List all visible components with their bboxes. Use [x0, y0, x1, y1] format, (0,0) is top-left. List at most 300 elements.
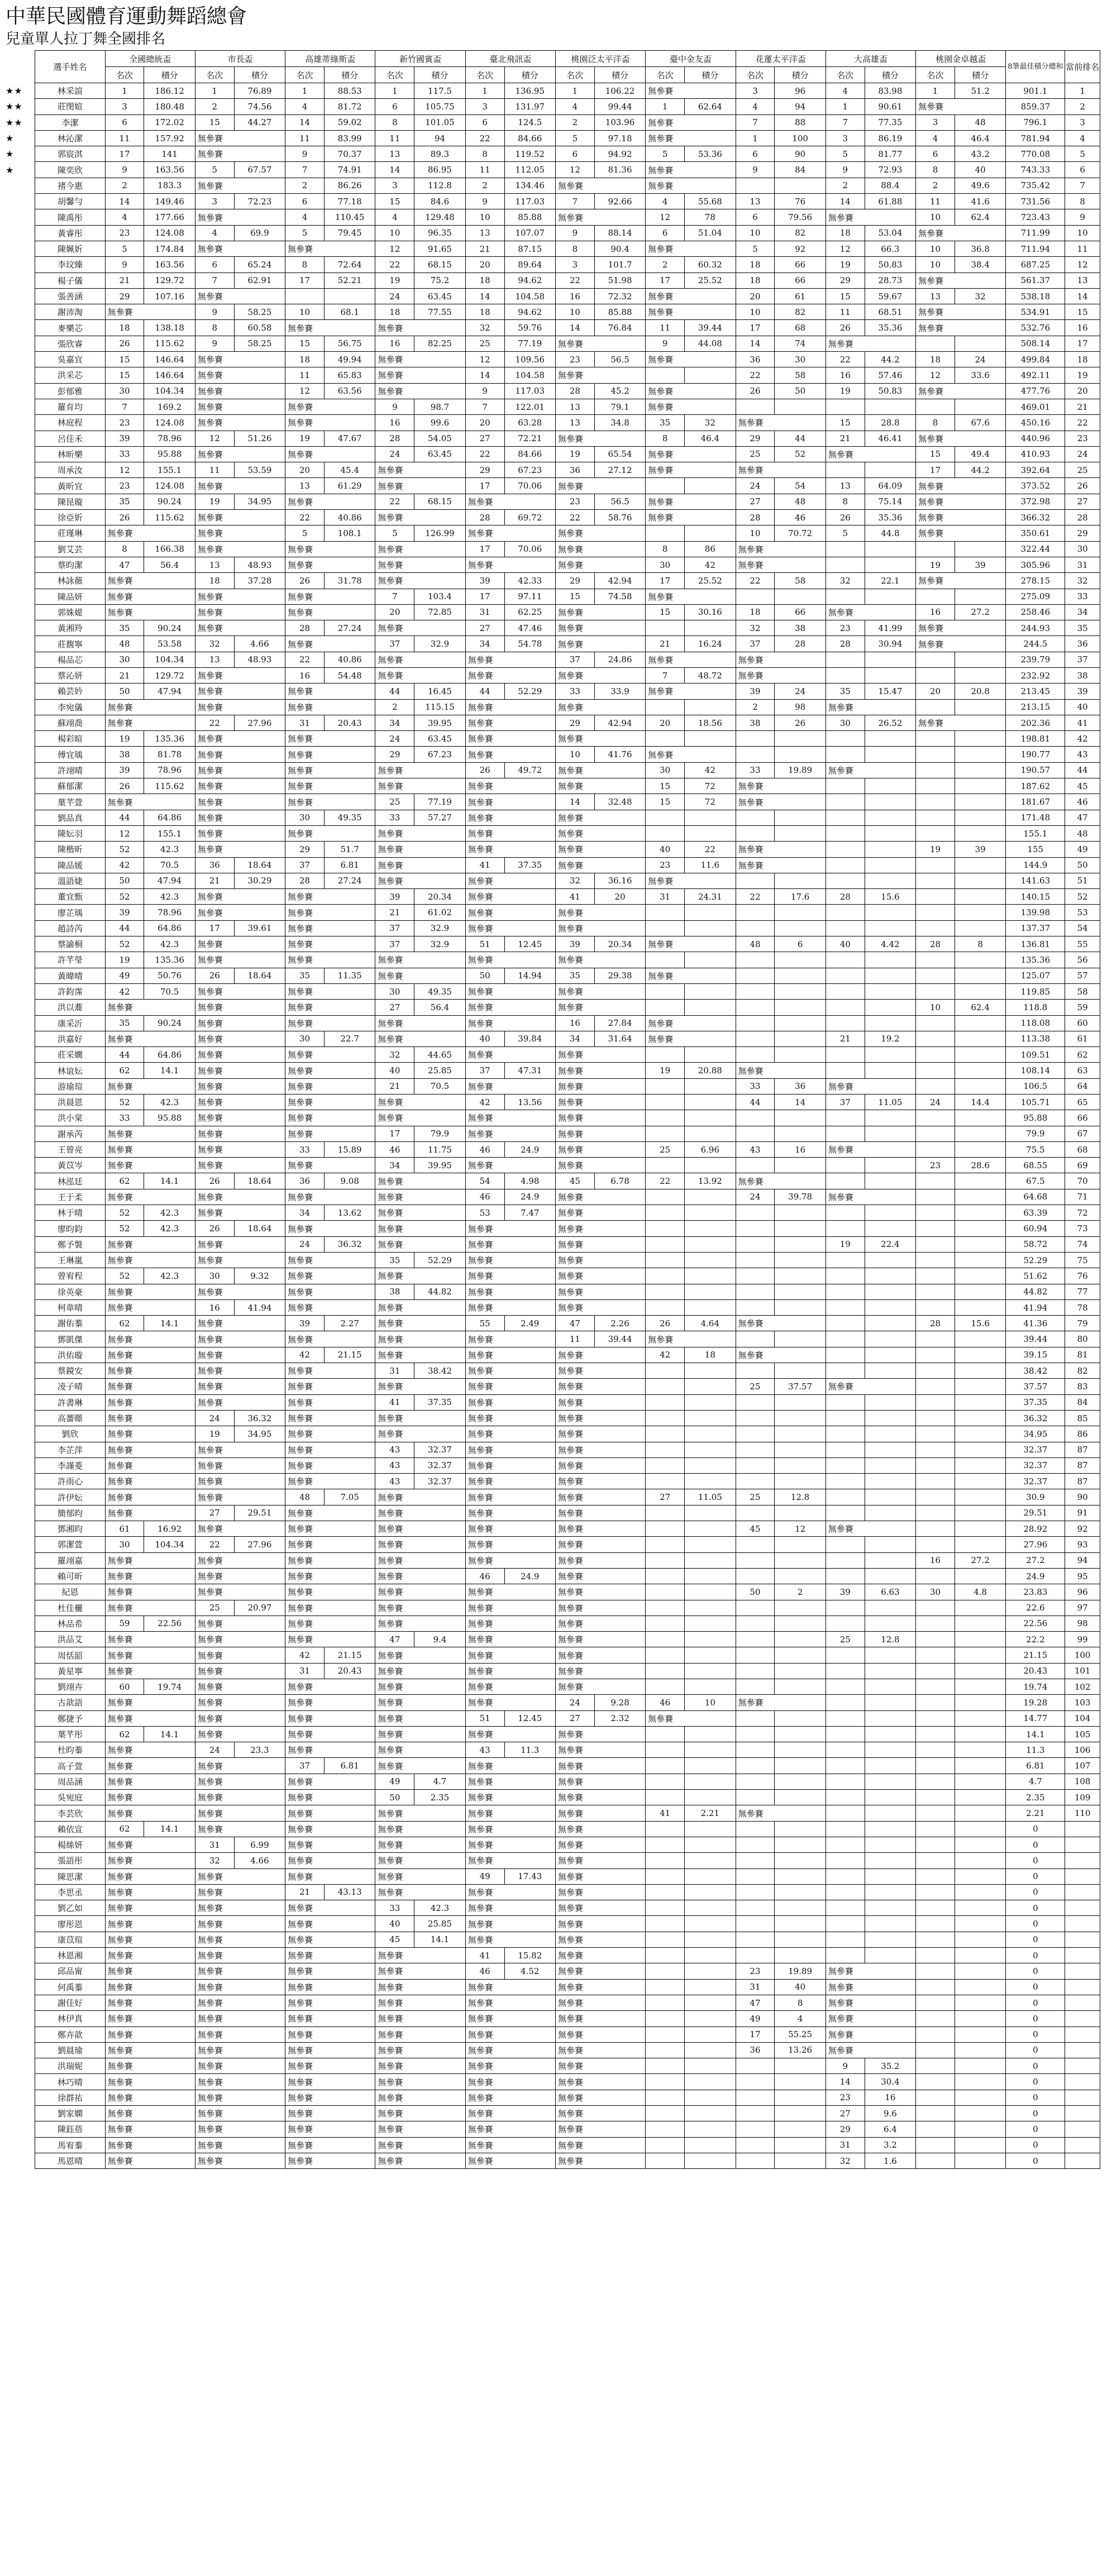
- score-cell: 56.75: [324, 336, 375, 351]
- no-entry-cell: 無參賽: [465, 1932, 555, 1947]
- no-entry-cell: 無參賽: [285, 936, 375, 952]
- score-cell: 68.15: [414, 257, 465, 273]
- rank-cell: 23: [556, 352, 595, 367]
- table-row: [6, 1695, 1100, 1710]
- rank-cell: 44: [105, 810, 144, 825]
- total-score-cell: 38.42: [1006, 1363, 1065, 1379]
- player-name: 莊瑾琳: [35, 525, 105, 541]
- rank-cell: 29: [465, 462, 504, 478]
- score-cell: 163.56: [144, 257, 195, 273]
- rank-cell: [736, 873, 775, 888]
- rank-cell: [736, 1568, 775, 1584]
- rank-cell: 12: [195, 431, 234, 446]
- current-rank-cell: 76: [1065, 1268, 1100, 1284]
- no-entry-cell: 無參賽: [556, 1268, 646, 1284]
- score-cell: [685, 1078, 736, 1094]
- no-entry-cell: 無參賽: [285, 1837, 375, 1852]
- rank-cell: [736, 1537, 775, 1552]
- total-score-cell: 63.39: [1006, 1205, 1065, 1221]
- star-marker: [6, 1948, 35, 1963]
- rank-cell: [736, 1758, 775, 1774]
- current-rank-cell: 99: [1065, 1632, 1100, 1647]
- rank-cell: [916, 1995, 955, 2010]
- score-cell: 95.88: [144, 1110, 195, 1126]
- score-cell: 72.64: [324, 257, 375, 273]
- score-cell: [775, 1363, 826, 1379]
- rank-cell: [826, 1000, 865, 1015]
- no-entry-cell: 無參賽: [285, 1726, 375, 1742]
- rank-cell: [916, 778, 955, 794]
- rank-cell: 42: [105, 983, 144, 999]
- score-cell: 77.35: [865, 114, 915, 130]
- score-cell: 44: [775, 431, 826, 446]
- table-row: [6, 1347, 1100, 1363]
- star-marker: [6, 1647, 35, 1663]
- no-entry-cell: 無參賽: [556, 1379, 646, 1394]
- rank-cell: 8: [285, 257, 325, 273]
- score-cell: 24.86: [594, 652, 645, 667]
- no-entry-cell: 無參賽: [375, 952, 465, 968]
- score-cell: [775, 1853, 826, 1868]
- score-cell: 42.94: [594, 573, 645, 589]
- rank-cell: [826, 905, 865, 920]
- rank-cell: [736, 1821, 775, 1837]
- rank-cell: 9: [195, 336, 234, 351]
- rank-cell: [916, 399, 955, 414]
- header-competition: 桃園金卓越盃: [916, 51, 1006, 67]
- score-cell: 49.4: [955, 446, 1005, 462]
- current-rank-cell: 18: [1065, 352, 1100, 367]
- no-entry-cell: 無參賽: [285, 2011, 375, 2027]
- rank-cell: 18: [736, 273, 775, 288]
- star-marker: [6, 1584, 35, 1600]
- current-rank-cell: 107: [1065, 1758, 1100, 1774]
- rank-cell: 24: [285, 1236, 325, 1252]
- no-entry-cell: 無參賽: [465, 1900, 555, 1916]
- rank-cell: [916, 2042, 955, 2058]
- total-score-cell: 0: [1006, 1900, 1065, 1916]
- score-cell: 48.93: [234, 557, 285, 572]
- total-score-cell: 118.08: [1006, 1015, 1065, 1031]
- table-row: [6, 1853, 1100, 1868]
- score-cell: 24.9: [504, 1568, 555, 1584]
- score-cell: 56.5: [594, 494, 645, 509]
- rank-cell: [736, 1742, 775, 1758]
- rank-cell: 13: [736, 194, 775, 209]
- rank-cell: 7: [105, 399, 144, 414]
- score-cell: 115.15: [414, 699, 465, 715]
- score-cell: [685, 1457, 736, 1473]
- rank-cell: 32: [375, 1047, 414, 1063]
- score-cell: [955, 968, 1005, 983]
- rank-cell: 24: [375, 288, 414, 304]
- total-score-cell: 19.74: [1006, 1679, 1065, 1694]
- score-cell: 134.46: [504, 178, 555, 193]
- rank-cell: [826, 667, 865, 683]
- score-cell: [955, 1632, 1005, 1647]
- score-cell: 169.2: [144, 399, 195, 414]
- no-entry-cell: 無參賽: [105, 1995, 195, 2010]
- star-marker: [6, 1047, 35, 1063]
- player-name: 謝沛淘: [35, 304, 105, 320]
- no-entry-cell: 無參賽: [465, 842, 555, 857]
- no-entry-cell: 無參賽: [465, 2106, 555, 2121]
- no-entry-cell: 無參賽: [556, 1521, 646, 1537]
- no-entry-cell: 無參賽: [195, 1663, 285, 1679]
- rank-cell: [916, 1805, 955, 1821]
- score-cell: 68.1: [324, 304, 375, 320]
- score-cell: [955, 1537, 1005, 1552]
- score-cell: 70.72: [775, 525, 826, 541]
- rank-cell: [736, 1442, 775, 1457]
- player-name: 許伊妘: [35, 1489, 105, 1505]
- rank-cell: [646, 2074, 685, 2090]
- score-cell: 13.56: [504, 1095, 555, 1110]
- player-name: 蔡昀潔: [35, 557, 105, 572]
- rank-cell: 11: [556, 1331, 595, 1347]
- rank-cell: 15: [375, 194, 414, 209]
- table-row: [6, 1505, 1100, 1521]
- rank-cell: [736, 1426, 775, 1442]
- no-entry-cell: 無參賽: [375, 557, 465, 572]
- rank-cell: 7: [826, 114, 865, 130]
- rank-cell: 51: [465, 1710, 504, 1726]
- score-cell: [865, 1394, 915, 1410]
- star-marker: [6, 1379, 35, 1394]
- table-row: [6, 1726, 1100, 1742]
- score-cell: 66: [775, 273, 826, 288]
- score-cell: 42.3: [144, 1221, 195, 1236]
- no-entry-cell: 無參賽: [375, 320, 465, 336]
- no-entry-cell: 無參賽: [195, 1900, 285, 1916]
- score-cell: [685, 731, 736, 747]
- player-name: 鄭予褩: [35, 1236, 105, 1252]
- rank-cell: 2: [375, 699, 414, 715]
- score-cell: [955, 1268, 1005, 1284]
- rank-cell: 33: [105, 1110, 144, 1126]
- no-entry-cell: 無參賽: [916, 431, 1006, 446]
- score-cell: [865, 1474, 915, 1489]
- rank-cell: [826, 652, 865, 667]
- rank-cell: [646, 1979, 685, 1995]
- score-cell: 39: [955, 842, 1005, 857]
- rank-cell: [826, 1221, 865, 1236]
- total-score-cell: 4.7: [1006, 1774, 1065, 1789]
- rank-cell: 26: [195, 968, 234, 983]
- rank-cell: [916, 1821, 955, 1837]
- rank-cell: [826, 1442, 865, 1457]
- rank-cell: 6: [916, 146, 955, 162]
- rank-cell: 13: [375, 146, 414, 162]
- rank-cell: [736, 1205, 775, 1221]
- rank-cell: 28: [465, 510, 504, 525]
- rank-cell: [826, 1505, 865, 1521]
- no-entry-cell: 無參賽: [465, 1347, 555, 1363]
- score-cell: 38.42: [414, 1363, 465, 1379]
- star-marker: [6, 952, 35, 968]
- table-row: [6, 2153, 1100, 2168]
- score-cell: 41.94: [234, 1299, 285, 1315]
- score-cell: 11.05: [685, 1489, 736, 1505]
- no-entry-cell: 無參賽: [105, 1236, 195, 1252]
- table-row: [6, 1742, 1100, 1758]
- score-cell: [955, 1474, 1005, 1489]
- score-cell: 98: [775, 699, 826, 715]
- table-row: [6, 1268, 1100, 1284]
- current-rank-cell: 80: [1065, 1331, 1100, 1347]
- score-cell: [865, 1489, 915, 1505]
- rank-cell: 4: [285, 99, 325, 114]
- rank-cell: 2: [826, 178, 865, 193]
- score-cell: [865, 557, 915, 572]
- score-cell: 14.1: [144, 1173, 195, 1189]
- score-cell: [685, 1299, 736, 1315]
- table-row: [6, 399, 1100, 414]
- rank-cell: 39: [465, 573, 504, 589]
- total-score-cell: 113.38: [1006, 1031, 1065, 1046]
- score-cell: 2.35: [414, 1790, 465, 1805]
- score-cell: [775, 1568, 826, 1584]
- rank-cell: 31: [195, 1837, 234, 1852]
- table-row: [6, 2042, 1100, 2058]
- rank-cell: 13: [826, 478, 865, 494]
- score-cell: 20.88: [685, 1063, 736, 1078]
- score-cell: 122.01: [504, 399, 555, 414]
- no-entry-cell: 無參賽: [375, 1552, 465, 1568]
- score-cell: 135.36: [144, 952, 195, 968]
- rank-cell: 19: [195, 494, 234, 509]
- total-score-cell: 187.62: [1006, 778, 1065, 794]
- table-row: [6, 667, 1100, 683]
- no-entry-cell: 無參賽: [556, 1000, 646, 1015]
- score-cell: 32: [955, 288, 1005, 304]
- score-cell: 16: [775, 1141, 826, 1157]
- current-rank-cell: [1065, 1884, 1100, 1900]
- rank-cell: 18: [465, 304, 504, 320]
- no-entry-cell: 無參賽: [556, 1900, 646, 1916]
- rank-cell: [916, 1047, 955, 1063]
- table-row: [6, 1078, 1100, 1094]
- rank-cell: 17: [646, 273, 685, 288]
- no-entry-cell: 無參賽: [105, 1884, 195, 1900]
- no-entry-cell: 無參賽: [375, 778, 465, 794]
- score-cell: 30.4: [865, 2074, 915, 2090]
- current-rank-cell: 94: [1065, 1552, 1100, 1568]
- score-cell: [775, 747, 826, 762]
- table-row: [6, 2011, 1100, 2027]
- score-cell: [775, 1537, 826, 1552]
- rank-cell: 2: [916, 178, 955, 193]
- no-entry-cell: 無參賽: [736, 415, 826, 431]
- no-entry-cell: 無參賽: [736, 667, 826, 683]
- no-entry-cell: 無參賽: [556, 1979, 646, 1995]
- star-marker: [6, 1347, 35, 1363]
- no-entry-cell: 無參賽: [375, 968, 465, 983]
- player-name: 賴依宣: [35, 1821, 105, 1837]
- rank-cell: [646, 525, 685, 541]
- score-cell: 88: [775, 114, 826, 130]
- rank-cell: 2: [465, 178, 504, 193]
- score-cell: 62.91: [234, 273, 285, 288]
- rank-cell: 19: [556, 446, 595, 462]
- rank-cell: 1: [916, 83, 955, 99]
- score-cell: 42.3: [144, 1268, 195, 1284]
- no-entry-cell: 無參賽: [465, 1474, 555, 1489]
- rank-cell: 3: [916, 114, 955, 130]
- header-sub-rank: 名次: [195, 67, 234, 83]
- rank-cell: 27: [826, 2106, 865, 2121]
- rank-cell: 34: [285, 1205, 325, 1221]
- no-entry-cell: 無參賽: [195, 399, 285, 414]
- table-row: [6, 1995, 1100, 2010]
- current-rank-cell: 90: [1065, 1489, 1100, 1505]
- rank-cell: 19: [105, 731, 144, 747]
- score-cell: 83.98: [865, 83, 915, 99]
- player-name: 郭姝媞: [35, 604, 105, 620]
- no-entry-cell: 無參賽: [195, 1584, 285, 1600]
- rank-cell: [646, 478, 685, 494]
- score-cell: [685, 1584, 736, 1600]
- no-entry-cell: 無參賽: [285, 399, 375, 414]
- score-cell: 44.8: [865, 525, 915, 541]
- score-cell: [955, 1205, 1005, 1221]
- player-name: 徐亞妡: [35, 510, 105, 525]
- no-entry-cell: 無參賽: [556, 1726, 646, 1742]
- rank-cell: 28: [556, 383, 595, 399]
- no-entry-cell: 無參賽: [556, 604, 646, 620]
- no-entry-cell: 無參賽: [285, 415, 375, 431]
- score-cell: [865, 1868, 915, 1884]
- rank-cell: 33: [736, 762, 775, 778]
- score-cell: 89.3: [414, 146, 465, 162]
- rank-cell: 33: [105, 446, 144, 462]
- rank-cell: 39: [736, 684, 775, 699]
- rank-cell: [916, 1189, 955, 1205]
- star-marker: [6, 889, 35, 905]
- score-cell: 39.84: [504, 1031, 555, 1046]
- score-cell: [685, 1616, 736, 1631]
- player-name: 廖彤恩: [35, 1916, 105, 1932]
- rank-cell: [916, 1126, 955, 1141]
- table-row: [6, 1948, 1100, 1963]
- rank-cell: [826, 1837, 865, 1852]
- star-marker: [6, 399, 35, 414]
- current-rank-cell: 64: [1065, 1078, 1100, 1094]
- total-score-cell: 155: [1006, 842, 1065, 857]
- player-name: 蔡沁妍: [35, 667, 105, 683]
- rank-cell: 30: [105, 1537, 144, 1552]
- no-entry-cell: 無參賽: [285, 1679, 375, 1694]
- score-cell: 44.2: [865, 352, 915, 367]
- table-row: [6, 462, 1100, 478]
- star-marker: ★★: [6, 117, 23, 128]
- rank-cell: [826, 1568, 865, 1584]
- star-marker: [6, 1695, 35, 1710]
- score-cell: [955, 699, 1005, 715]
- score-cell: 59.67: [865, 288, 915, 304]
- table-row: [6, 494, 1100, 509]
- current-rank-cell: [1065, 2011, 1100, 2027]
- score-cell: 19.74: [144, 1679, 195, 1694]
- score-cell: 50: [775, 383, 826, 399]
- no-entry-cell: 無參賽: [195, 352, 285, 367]
- total-score-cell: 140.15: [1006, 889, 1065, 905]
- no-entry-cell: 無參賽: [375, 2027, 465, 2042]
- score-cell: 72: [685, 778, 736, 794]
- score-cell: 50.83: [865, 257, 915, 273]
- player-name: 林恩湘: [35, 1948, 105, 1963]
- rank-cell: [826, 920, 865, 936]
- no-entry-cell: 無參賽: [375, 1095, 465, 1110]
- score-cell: [955, 1189, 1005, 1205]
- header-sub-score: 積分: [594, 67, 645, 83]
- score-cell: 107.07: [504, 225, 555, 241]
- score-cell: [685, 1632, 736, 1647]
- star-marker: [6, 2027, 35, 2042]
- rank-cell: 39: [105, 905, 144, 920]
- star-marker: [6, 1110, 35, 1126]
- table-row: [6, 810, 1100, 825]
- current-rank-cell: 83: [1065, 1379, 1100, 1394]
- rank-cell: 17: [916, 462, 955, 478]
- rank-cell: 62: [105, 1173, 144, 1189]
- score-cell: 83.99: [324, 130, 375, 146]
- rank-cell: 21: [465, 241, 504, 256]
- player-name: 鄭捷予: [35, 1710, 105, 1726]
- score-cell: 41.99: [865, 620, 915, 636]
- rank-cell: [916, 857, 955, 873]
- current-rank-cell: 20: [1065, 383, 1100, 399]
- no-entry-cell: 無參賽: [105, 573, 195, 589]
- current-rank-cell: 74: [1065, 1236, 1100, 1252]
- star-marker: [6, 1568, 35, 1584]
- no-entry-cell: 無參賽: [105, 1600, 195, 1616]
- no-entry-cell: 無參賽: [195, 1821, 285, 1837]
- no-entry-cell: 無參賽: [826, 1379, 915, 1394]
- score-cell: 32.37: [414, 1442, 465, 1457]
- no-entry-cell: 無參賽: [105, 1189, 195, 1205]
- score-cell: 6: [775, 936, 826, 952]
- score-cell: [685, 2153, 736, 2168]
- star-marker: [6, 1963, 35, 1979]
- no-entry-cell: 無參賽: [195, 146, 285, 162]
- rank-cell: 32: [826, 2153, 865, 2168]
- rank-cell: 35: [375, 1252, 414, 1268]
- score-cell: 21.15: [324, 1347, 375, 1363]
- no-entry-cell: 無參賽: [105, 1078, 195, 1094]
- score-cell: 14.1: [144, 1821, 195, 1837]
- current-rank-cell: [1065, 2058, 1100, 2074]
- player-name: 胡馨勻: [35, 194, 105, 209]
- star-marker: ★: [6, 149, 15, 160]
- rank-cell: 27: [556, 1710, 595, 1726]
- player-name: 紀恩: [35, 1584, 105, 1600]
- no-entry-cell: 無參賽: [285, 684, 375, 699]
- score-cell: [955, 1868, 1005, 1884]
- header-competition: 臺中金友盃: [646, 51, 736, 67]
- no-entry-cell: 無參賽: [105, 1299, 195, 1315]
- header-sub-score: 積分: [324, 67, 375, 83]
- rank-cell: 13: [195, 652, 234, 667]
- total-score-cell: 37.35: [1006, 1394, 1065, 1410]
- star-marker: [6, 1821, 35, 1837]
- no-entry-cell: 無參賽: [646, 1331, 736, 1347]
- rank-cell: 19: [826, 1236, 865, 1252]
- no-entry-cell: 無參賽: [465, 1647, 555, 1663]
- rank-cell: [916, 1474, 955, 1489]
- current-rank-cell: 28: [1065, 510, 1100, 525]
- no-entry-cell: 無參賽: [285, 1979, 375, 1995]
